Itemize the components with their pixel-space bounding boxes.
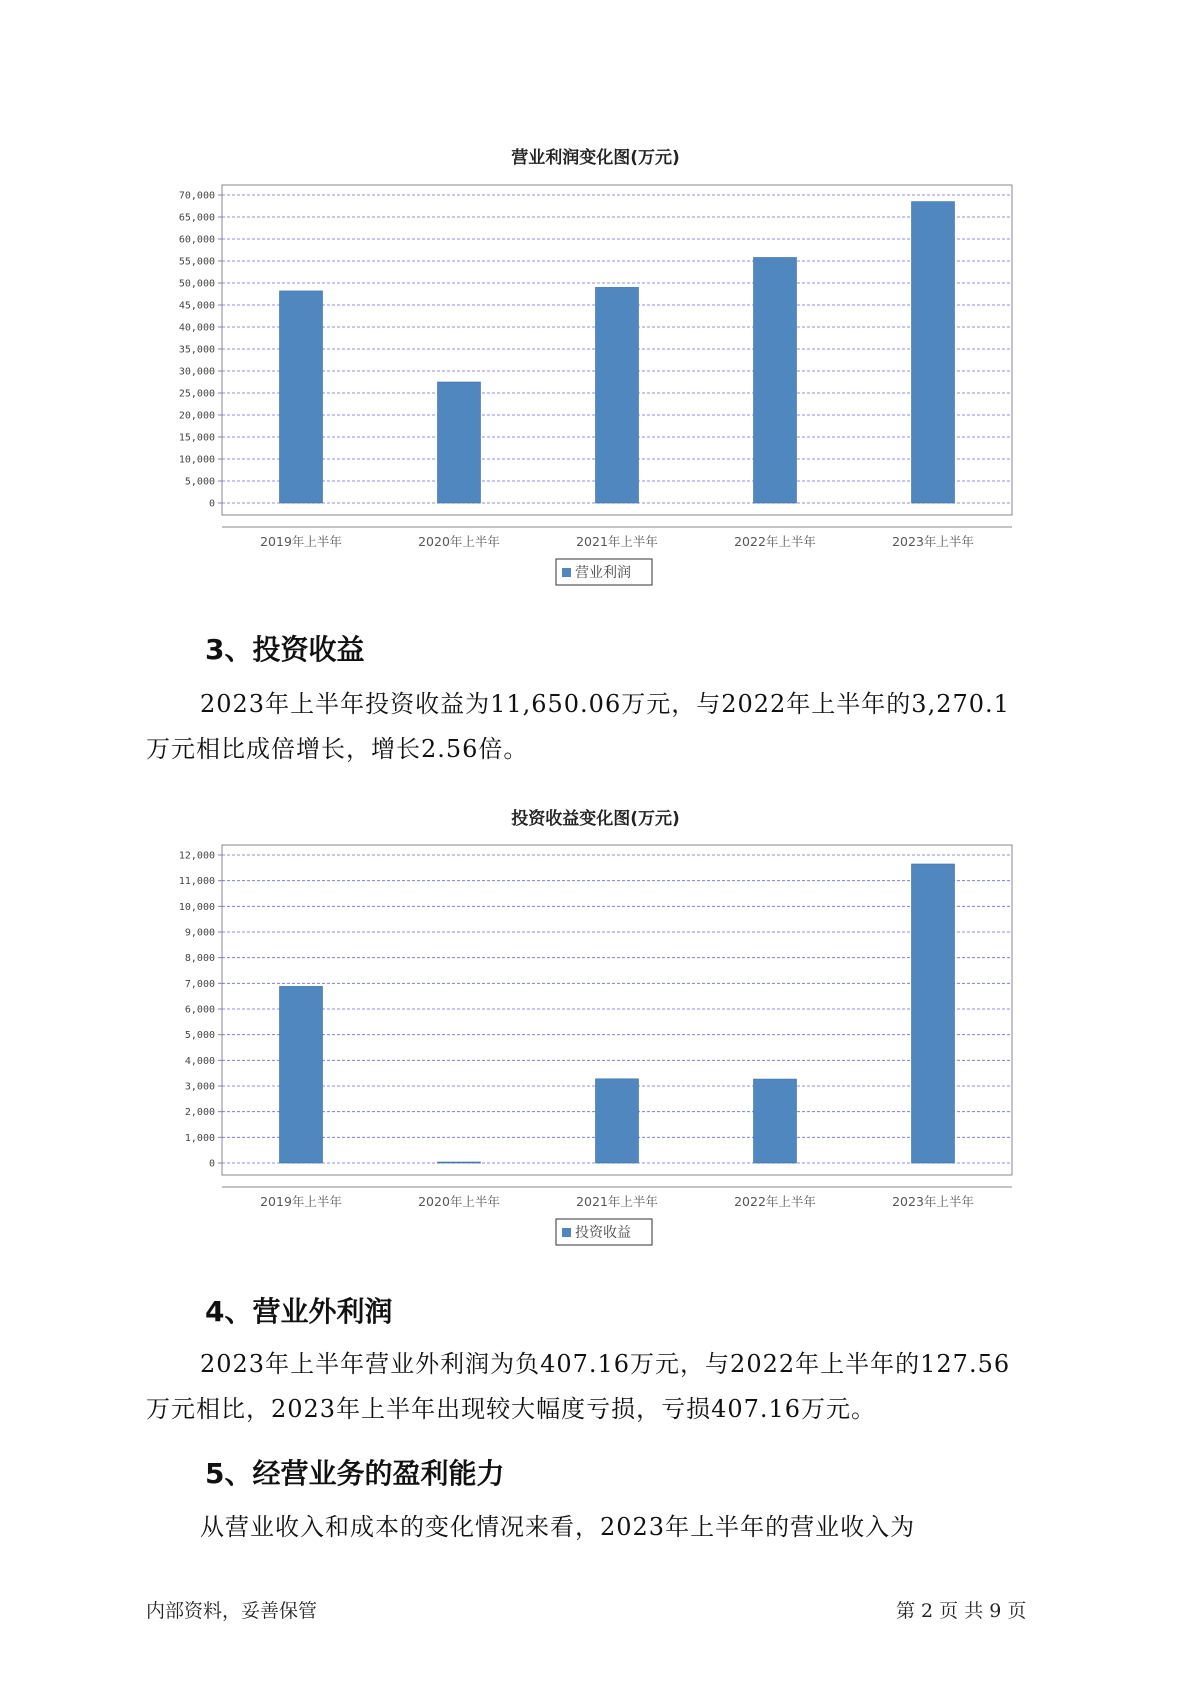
y-tick-label: 5,000 — [184, 1030, 215, 1042]
x-tick-label: 2022年上半年 — [734, 1194, 816, 1209]
y-tick-label: 12,000 — [178, 850, 215, 862]
paragraph-line: 从营业收入和成本的变化情况来看，2023年上半年的营业收入为 — [200, 1513, 916, 1541]
paragraph-investment-income — [146, 682, 1046, 772]
x-tick-label: 2019年上半年 — [260, 534, 342, 549]
y-tick-label: 55,000 — [178, 256, 215, 268]
x-tick-label: 2019年上半年 — [260, 1194, 342, 1209]
x-tick-label: 2020年上半年 — [418, 1194, 500, 1209]
y-tick-label: 6,000 — [184, 1004, 215, 1016]
y-tick-label: 20,000 — [178, 410, 215, 422]
y-tick-label: 4,000 — [184, 1055, 215, 1067]
bar-4 — [754, 1079, 797, 1163]
bar-1 — [280, 986, 323, 1163]
chart-title-profit: 营业利润变化图(万元) — [511, 148, 680, 168]
y-tick-label: 45,000 — [178, 300, 215, 312]
y-tick-label: 10,000 — [178, 901, 215, 913]
y-tick-label: 11,000 — [178, 876, 215, 888]
footer-confidential: 内部资料，妥善保管 — [146, 1600, 318, 1622]
x-tick-label: 2021年上半年 — [576, 1194, 658, 1209]
y-tick-label: 10,000 — [178, 454, 215, 466]
y-tick-label: 2,000 — [184, 1107, 215, 1119]
y-tick-label: 35,000 — [178, 344, 215, 356]
y-tick-label: 15,000 — [178, 432, 215, 444]
y-tick-label: 9,000 — [184, 927, 215, 939]
bar-2 — [438, 1162, 481, 1163]
bar-1 — [280, 291, 323, 503]
y-tick-label: 0 — [208, 1158, 215, 1170]
paragraph-line: 2023年上半年投资收益为11,650.06万元，与2022年上半年的3,270.1 — [200, 690, 1010, 718]
paragraph-line: 2023年上半年营业外利润为负407.16万元，与2022年上半年的127.56 — [200, 1350, 1011, 1378]
x-tick-label: 2020年上半年 — [418, 534, 500, 549]
y-tick-label: 5,000 — [184, 476, 215, 488]
y-tick-label: 8,000 — [184, 953, 215, 965]
paragraph-line: 万元相比，2023年上半年出现较大幅度亏损，亏损407.16万元。 — [146, 1395, 877, 1423]
legend-swatch — [562, 1228, 571, 1237]
paragraph-profitability — [146, 1505, 1046, 1550]
footer-page-number: 第 2 页 共 9 页 — [896, 1600, 1027, 1622]
paragraph-non-operating-profit — [146, 1342, 1046, 1432]
bar-3 — [596, 1079, 639, 1163]
y-tick-label: 65,000 — [178, 212, 215, 224]
bar-5 — [912, 864, 955, 1163]
x-tick-label: 2023年上半年 — [892, 534, 974, 549]
section-heading-non-operating-profit: 4、营业外利润 — [205, 1295, 393, 1328]
x-tick-label: 2021年上半年 — [576, 534, 658, 549]
bar-3 — [596, 287, 639, 503]
paragraph-line: 万元相比成倍增长，增长2.56倍。 — [146, 735, 529, 763]
section-heading-investment-income: 3、投资收益 — [205, 633, 365, 666]
legend-label: 营业利润 — [575, 565, 631, 581]
y-tick-label: 70,000 — [178, 190, 215, 202]
chart-profit — [0, 170, 1191, 590]
y-tick-label: 7,000 — [184, 978, 215, 990]
bar-5 — [912, 202, 955, 503]
y-tick-label: 40,000 — [178, 322, 215, 334]
legend-label: 投资收益 — [575, 1225, 631, 1241]
y-tick-label: 30,000 — [178, 366, 215, 378]
y-tick-label: 3,000 — [184, 1081, 215, 1093]
y-tick-label: 0 — [208, 498, 215, 510]
y-tick-label: 25,000 — [178, 388, 215, 400]
bar-4 — [754, 257, 797, 503]
y-tick-label: 1,000 — [184, 1132, 215, 1144]
bar-2 — [438, 382, 481, 503]
x-tick-label: 2022年上半年 — [734, 534, 816, 549]
chart-title-invest: 投资收益变化图(万元) — [511, 809, 680, 829]
chart-invest — [0, 830, 1191, 1250]
legend-swatch — [562, 568, 571, 577]
y-tick-label: 60,000 — [178, 234, 215, 246]
y-tick-label: 50,000 — [178, 278, 215, 290]
x-tick-label: 2023年上半年 — [892, 1194, 974, 1209]
section-heading-profitability: 5、经营业务的盈利能力 — [205, 1457, 505, 1490]
